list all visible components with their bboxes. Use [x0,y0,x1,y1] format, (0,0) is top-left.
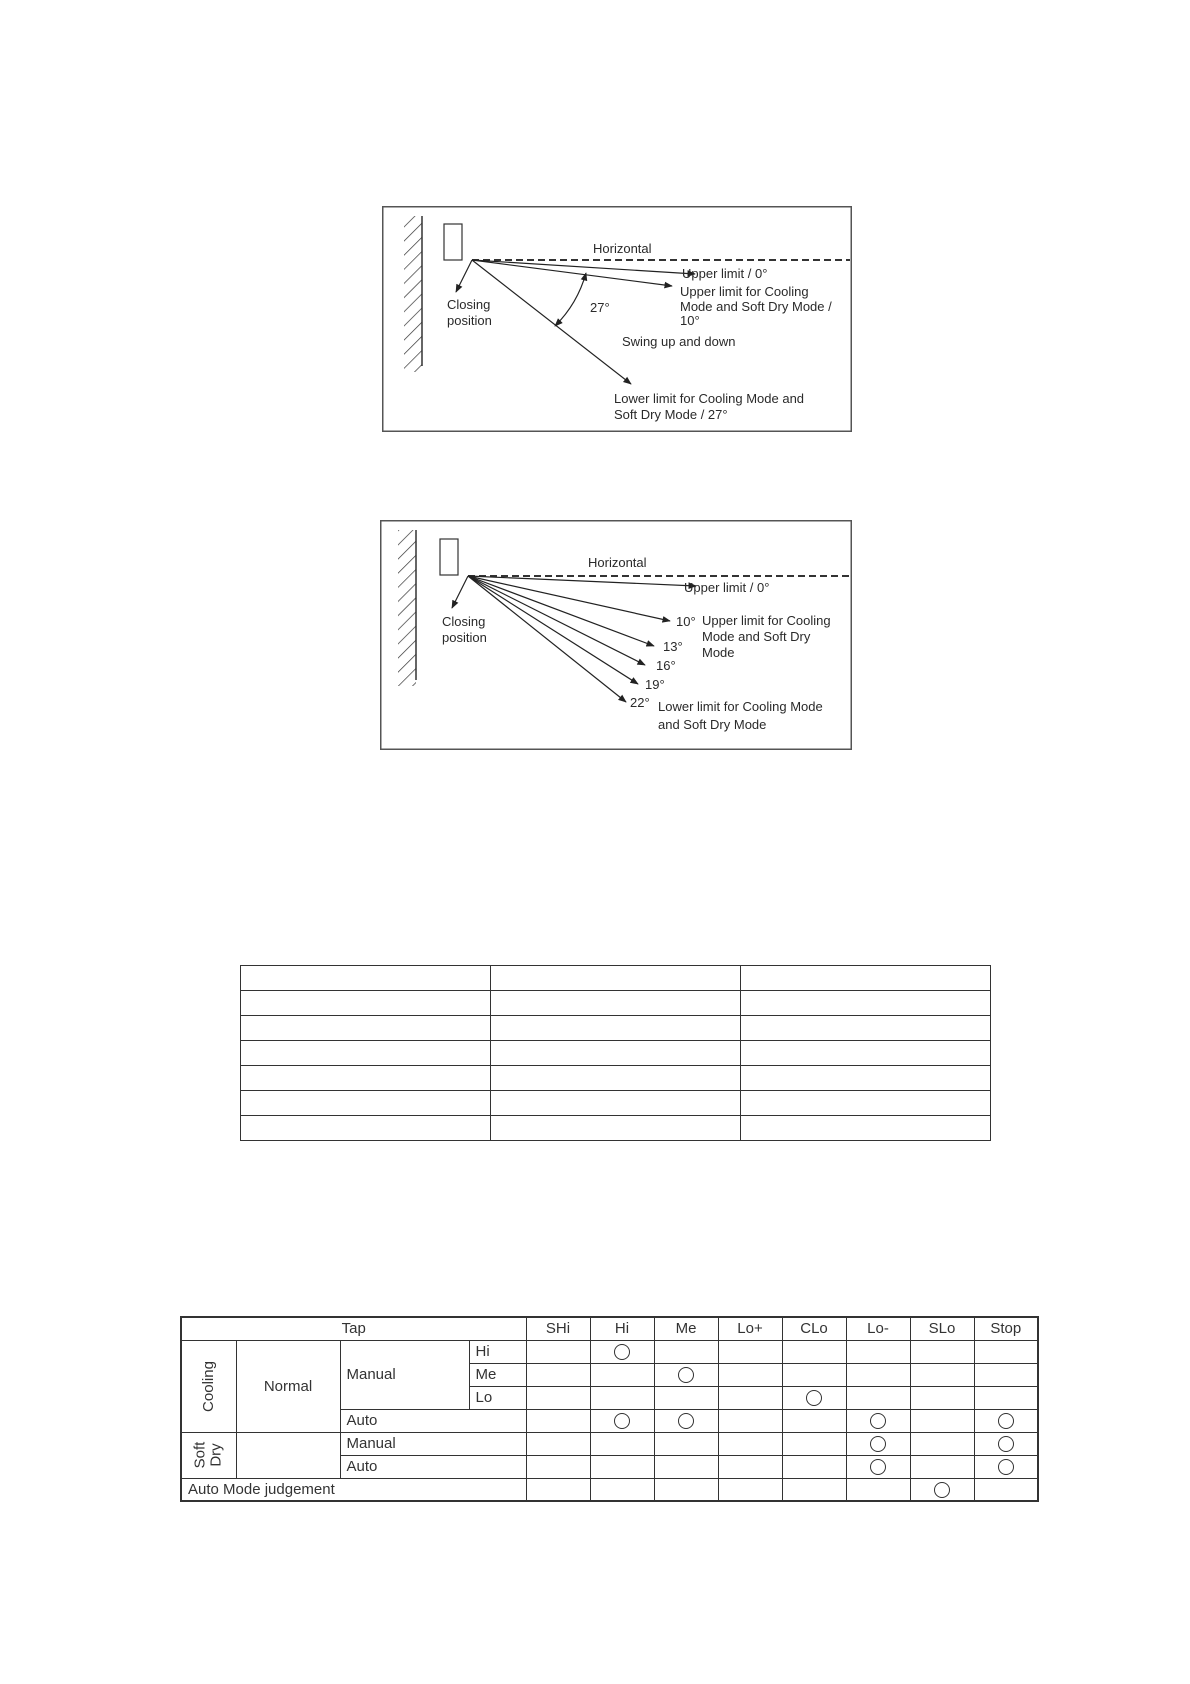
mark-cell-clo [782,1478,846,1501]
mark-cell-lo-minusplus [718,1386,782,1409]
arrow-16deg [468,576,645,665]
angle-16-label: 16° [656,658,676,673]
mark-cell-stop [974,1478,1038,1501]
mark-cell-hi [590,1363,654,1386]
mark-cell-clo [782,1340,846,1363]
table-cell [491,991,741,1016]
soft-dry-label [193,1442,225,1469]
mark-cell-shi [526,1409,590,1432]
row-label-cooling-auto: Auto [340,1409,526,1432]
table-cell [241,1116,491,1141]
mark-cell-slo [910,1478,974,1501]
table-cell [741,1041,991,1066]
row-label-softdry-manual: Manual [340,1432,526,1455]
circle-mark-icon [678,1413,694,1429]
mark-cell-hi [590,1386,654,1409]
mark-cell-slo [910,1363,974,1386]
angle-19-label: 19° [645,677,665,692]
louver-swing-diagram-2 [380,520,852,750]
louver-swing-diagram-1 [382,206,852,432]
upper-cooling-label-3: Mode [702,645,735,660]
upper-cooling-label-1: Upper limit for Cooling [680,284,809,299]
table-cell [241,1016,491,1041]
upper-cooling-label-1: Upper limit for Cooling [702,613,831,628]
wall-hatch [404,216,422,372]
angle-22-label: 22° [630,695,650,710]
table-cell [741,1116,991,1141]
closing-arrow [456,260,472,292]
normal-group-label [236,1340,340,1432]
upper-cooling-label-2: Mode and Soft Dry Mode / [680,299,832,314]
mark-cell-lo-minus [846,1409,910,1432]
arrow-22deg [468,576,626,702]
cooling-label: Cooling [200,1360,218,1412]
table-row [241,1091,991,1116]
mark-cell-shi [526,1363,590,1386]
mark-cell-stop [974,1340,1038,1363]
col-header-me: Me [654,1317,718,1340]
mark-cell-stop [974,1409,1038,1432]
table-row [241,1041,991,1066]
mark-cell-clo [782,1363,846,1386]
mark-cell-lo-minus [846,1340,910,1363]
circle-mark-icon [998,1436,1014,1452]
angle-arc [555,273,586,326]
row-label-lo: Lo [469,1386,526,1409]
fan-speed-table [180,1316,1039,1502]
mark-cell-clo [782,1455,846,1478]
mark-cell-hi [590,1455,654,1478]
mark-cell-me [654,1455,718,1478]
circle-mark-icon [614,1344,630,1360]
mark-cell-stop [974,1386,1038,1409]
swing-diagram-1-svg [382,206,852,432]
upper-cooling-arrow [472,260,672,286]
horizontal-label: Horizontal [588,555,647,570]
soft-dry-empty-cell [236,1432,340,1478]
mark-cell-clo [782,1386,846,1409]
table-cell [491,1041,741,1066]
swing-label: Swing up and down [622,334,736,349]
soft-label: Soft [191,1441,209,1469]
mark-cell-lo-minusplus [718,1409,782,1432]
arrow-0deg [468,576,696,586]
mark-cell-lo-minusplus [718,1478,782,1501]
table-header-row [181,1317,1038,1340]
mark-cell-lo-minus [846,1386,910,1409]
closing-arrow [452,576,468,608]
lower-cooling-label-1: Lower limit for Cooling Mode and [614,391,805,406]
mark-cell-lo-minus [846,1478,910,1501]
table-cell [491,1066,741,1091]
closing-label-2: position [447,313,492,328]
mark-cell-me [654,1386,718,1409]
mark-cell-lo-minusplus [718,1432,782,1455]
table-cell [241,1066,491,1091]
circle-mark-icon [998,1459,1014,1475]
mark-cell-lo-minusplus [718,1455,782,1478]
indoor-unit [440,539,458,575]
closing-label-2: position [442,630,487,645]
lower-cooling-arrow [472,260,631,384]
col-header-lo-plus: Lo+ [718,1317,782,1340]
lower-cooling-label-2: Soft Dry Mode / 27° [614,407,728,422]
mark-cell-slo [910,1340,974,1363]
mark-cell-lo-minusplus [718,1340,782,1363]
normal-label: Normal [263,1377,313,1395]
circle-mark-icon [870,1459,886,1475]
angle-10-label: 10° [676,614,696,629]
mark-cell-stop [974,1432,1038,1455]
table-row [181,1432,1038,1455]
col-header-stop: Stop [974,1317,1038,1340]
col-header-shi: SHi [526,1317,590,1340]
mark-cell-hi [590,1340,654,1363]
table-cell [741,1016,991,1041]
table-cell [491,1016,741,1041]
angle-label: 27° [590,300,610,315]
mark-cell-slo [910,1409,974,1432]
mark-cell-shi [526,1340,590,1363]
lower-cooling-label-2: and Soft Dry Mode [658,717,767,732]
horizontal-label: Horizontal [593,241,652,256]
tap-header: Tap [181,1317,526,1340]
table-row [241,1016,991,1041]
table-cell [491,966,741,991]
table-row [241,1116,991,1141]
upper-limit-label: Upper limit / 0° [684,580,770,595]
circle-mark-icon [678,1367,694,1383]
mark-cell-shi [526,1432,590,1455]
mark-cell-clo [782,1432,846,1455]
mark-cell-me [654,1478,718,1501]
circle-mark-icon [870,1436,886,1452]
swing-diagram-2-svg [380,520,852,750]
mark-cell-hi [590,1409,654,1432]
circle-mark-icon [870,1413,886,1429]
col-header-lo-minus: Lo- [846,1317,910,1340]
mark-cell-clo [782,1409,846,1432]
lower-cooling-label-1: Lower limit for Cooling Mode [658,699,823,714]
wall-hatch [398,530,416,686]
circle-mark-icon [614,1413,630,1429]
blank-table [240,965,991,1141]
indoor-unit [444,224,462,260]
table-cell [741,991,991,1016]
row-label-me: Me [469,1363,526,1386]
mark-cell-stop [974,1363,1038,1386]
mark-cell-me [654,1363,718,1386]
soft-dry-group-label [181,1432,236,1478]
circle-mark-icon [806,1390,822,1406]
mark-cell-lo-minusplus [718,1363,782,1386]
circle-mark-icon [934,1482,950,1498]
table-cell [491,1116,741,1141]
table-cell [741,966,991,991]
mark-cell-stop [974,1455,1038,1478]
mark-cell-hi [590,1432,654,1455]
manual-group-label: Manual [340,1340,469,1409]
table-cell [491,1091,741,1116]
upper-cooling-label-2: Mode and Soft Dry [702,629,811,644]
mark-cell-slo [910,1386,974,1409]
mark-cell-me [654,1340,718,1363]
col-header-slo: SLo [910,1317,974,1340]
col-header-clo: CLo [782,1317,846,1340]
row-label-softdry-auto: Auto [340,1455,526,1478]
table-cell [241,991,491,1016]
upper-limit-label: Upper limit / 0° [682,266,768,281]
dry-label: Dry [207,1443,225,1467]
mark-cell-shi [526,1478,590,1501]
table-cell [241,966,491,991]
upper-cooling-label-3: 10° [680,313,700,328]
mark-cell-me [654,1409,718,1432]
row-label-hi: Hi [469,1340,526,1363]
table-row [241,991,991,1016]
table-cell [241,1091,491,1116]
circle-mark-icon [998,1413,1014,1429]
mark-cell-me [654,1432,718,1455]
table-cell [741,1091,991,1116]
angle-13-label: 13° [663,639,683,654]
mark-cell-lo-minus [846,1363,910,1386]
col-header-hi: Hi [590,1317,654,1340]
table-cell [241,1041,491,1066]
mark-cell-hi [590,1478,654,1501]
table-row [241,966,991,991]
table-row [241,1066,991,1091]
mark-cell-shi [526,1386,590,1409]
mark-cell-slo [910,1432,974,1455]
closing-label-1: Closing [447,297,491,312]
table-row [181,1340,1038,1363]
mark-cell-lo-minus [846,1455,910,1478]
closing-label-1: Closing [442,614,486,629]
table-cell [741,1066,991,1091]
upper-limit-arrow [472,260,695,274]
table-row [181,1478,1038,1501]
row-label-auto-mode-judgement: Auto Mode judgement [181,1478,526,1501]
mark-cell-slo [910,1455,974,1478]
mark-cell-lo-minus [846,1432,910,1455]
cooling-group-label [181,1340,236,1432]
mark-cell-shi [526,1455,590,1478]
